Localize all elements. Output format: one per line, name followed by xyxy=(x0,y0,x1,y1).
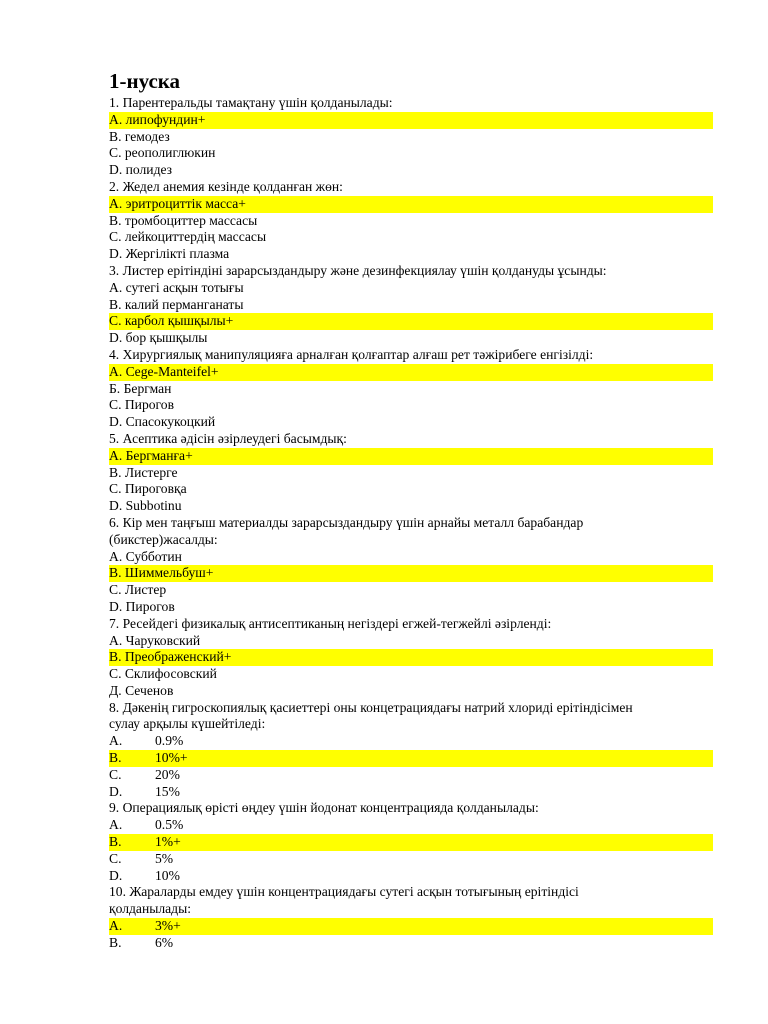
line-text: D. Спасокукоцкий xyxy=(109,414,216,430)
text-line xyxy=(109,465,713,482)
text-line xyxy=(109,297,713,314)
line-text: (бикстер)жасалды: xyxy=(109,531,218,547)
text-line xyxy=(109,229,713,246)
text-line xyxy=(109,263,713,280)
text-line xyxy=(109,800,713,817)
line-text: 6% xyxy=(155,934,174,950)
line-text: 1. Парентеральды тамақтану үшін қолданылады: xyxy=(109,95,393,110)
text-line xyxy=(109,901,713,918)
line-text: Б. Бергман xyxy=(109,380,172,396)
text-line xyxy=(109,666,713,683)
text-line xyxy=(109,733,713,750)
text-line xyxy=(109,582,713,599)
line-text: Д. Сеченов xyxy=(109,682,174,698)
line-text: С. реополиглюкин xyxy=(109,145,216,161)
text-line xyxy=(109,498,713,515)
line-text: D. Жергілікті плазма xyxy=(109,246,230,262)
line-text: 5. Асептика әдісін әзірлеудегі басымдық: xyxy=(109,430,347,446)
line-text: С. Пирогов xyxy=(109,397,175,413)
text-line xyxy=(109,431,713,448)
line-text: А. Cege-Manteifel+ xyxy=(109,363,219,379)
line-text: D. Пирогов xyxy=(109,598,175,614)
answer-line-highlighted xyxy=(109,565,713,582)
option-letter: С. xyxy=(109,850,122,866)
line-text: 10% xyxy=(155,867,180,883)
line-text: D. бор қышқылы xyxy=(109,330,208,346)
line-text: қолданылады: xyxy=(109,901,192,917)
page-title: 1-нуска xyxy=(109,69,181,93)
line-text: D. Subbotinu xyxy=(109,498,182,514)
line-text: 2. Жедел анемия кезінде қолданған жөн: xyxy=(109,178,343,194)
text-line xyxy=(109,213,713,230)
text-line xyxy=(109,381,713,398)
line-text: А. сутегі асқын тотығы xyxy=(109,279,244,295)
text-line xyxy=(109,868,713,885)
line-text: С. карбол қышқылы+ xyxy=(109,313,234,329)
line-text: 1%+ xyxy=(155,834,181,850)
line-text: 3. Листер ерітіндіні зарарсыздандыру және дезинфекциялау үшін қолдануды ұсынды: xyxy=(109,262,607,278)
line-text: С. Склифосовский xyxy=(109,666,217,682)
answer-line-highlighted xyxy=(109,649,713,666)
text-line xyxy=(109,145,713,162)
document-body xyxy=(109,70,713,952)
option-letter: С. xyxy=(109,766,122,782)
text-line xyxy=(109,162,713,179)
line-text: 4. Хирургиялық манипуляцияға арналған қолғаптар алғаш рет тәжірибеге енгізілді: xyxy=(109,346,594,362)
answer-line-highlighted xyxy=(109,750,713,767)
line-text: С. лейкоциттердің массасы xyxy=(109,229,267,245)
line-text: В. Шиммельбуш+ xyxy=(109,565,214,581)
line-text: В. Преображенский+ xyxy=(109,649,232,665)
line-text: В. гемодез xyxy=(109,128,170,144)
text-line xyxy=(109,700,713,717)
line-text: 6. Кір мен таңғыш материалды зарарсыздандыру үшін арнайы металл барабандар xyxy=(109,514,584,530)
line-text: 0.9% xyxy=(155,733,184,749)
line-text: 7. Ресейдегі физикалық антисептиканың негіздері егжей-тегжейлі әзірленді: xyxy=(109,615,552,631)
answer-line-highlighted xyxy=(109,112,713,129)
text-line xyxy=(109,481,713,498)
text-line xyxy=(109,129,713,146)
question-list xyxy=(109,95,713,952)
line-text: С. Пироговқа xyxy=(109,481,187,497)
answer-line-highlighted xyxy=(109,448,713,465)
text-line xyxy=(109,767,713,784)
line-text: 10%+ xyxy=(155,750,188,766)
answer-line-highlighted xyxy=(109,313,713,330)
option-letter: D. xyxy=(109,867,123,883)
text-line xyxy=(109,935,713,952)
line-text: 3%+ xyxy=(155,918,181,934)
line-text: А. Чаруковский xyxy=(109,632,201,648)
line-text: 8. Дәкенің гигроскопиялық қасиеттері оны концетрациядағы натрий хлориді ерітіндісімен xyxy=(109,699,633,715)
text-line xyxy=(109,330,713,347)
text-line xyxy=(109,884,713,901)
text-line xyxy=(109,347,713,364)
option-letter: D. xyxy=(109,783,123,799)
option-letter: В. xyxy=(109,934,122,950)
line-text: А. Субботин xyxy=(109,548,182,564)
line-text: 9. Операциялық өрісті өңдеу үшін йодонат концентрацияда қолданылады: xyxy=(109,800,539,816)
text-line xyxy=(109,246,713,263)
line-text: D. полидез xyxy=(109,162,173,178)
answer-line-highlighted xyxy=(109,196,713,213)
line-text: В. Листерге xyxy=(109,464,178,480)
text-line xyxy=(109,633,713,650)
text-line xyxy=(109,179,713,196)
text-line xyxy=(109,532,713,549)
text-line xyxy=(109,817,713,834)
text-line xyxy=(109,397,713,414)
text-line xyxy=(109,549,713,566)
line-text: В. калий перманганаты xyxy=(109,296,244,312)
line-text: А. липофундин+ xyxy=(109,111,206,127)
line-text: 5% xyxy=(155,850,174,866)
option-letter: А. xyxy=(109,817,123,833)
text-line xyxy=(109,683,713,700)
text-line xyxy=(109,616,713,633)
text-line xyxy=(109,95,713,112)
line-text: 20% xyxy=(155,766,180,782)
line-text: 10. Жараларды емдеу үшін концентрациядағы сутегі асқын тотығының ерітіндісі xyxy=(109,884,579,900)
option-letter: В. xyxy=(109,834,122,850)
line-text: А. Бергманға+ xyxy=(109,447,193,463)
line-text: С. Листер xyxy=(109,582,167,598)
answer-line-highlighted xyxy=(109,834,713,851)
line-text: 0.5% xyxy=(155,817,184,833)
option-letter: А. xyxy=(109,733,123,749)
line-text: В. тромбоциттер массасы xyxy=(109,212,258,228)
option-letter: В. xyxy=(109,750,122,766)
answer-line-highlighted xyxy=(109,364,713,381)
text-line xyxy=(109,716,713,733)
answer-line-highlighted xyxy=(109,918,713,935)
text-line xyxy=(109,599,713,616)
text-line xyxy=(109,280,713,297)
option-letter: А. xyxy=(109,918,123,934)
line-text: 15% xyxy=(155,783,180,799)
text-line xyxy=(109,414,713,431)
text-line xyxy=(109,515,713,532)
line-text: сулау арқылы күшейтіледі: xyxy=(109,716,266,732)
text-line xyxy=(109,851,713,868)
line-text: А. эритроциттік масса+ xyxy=(109,195,246,211)
text-line xyxy=(109,784,713,801)
